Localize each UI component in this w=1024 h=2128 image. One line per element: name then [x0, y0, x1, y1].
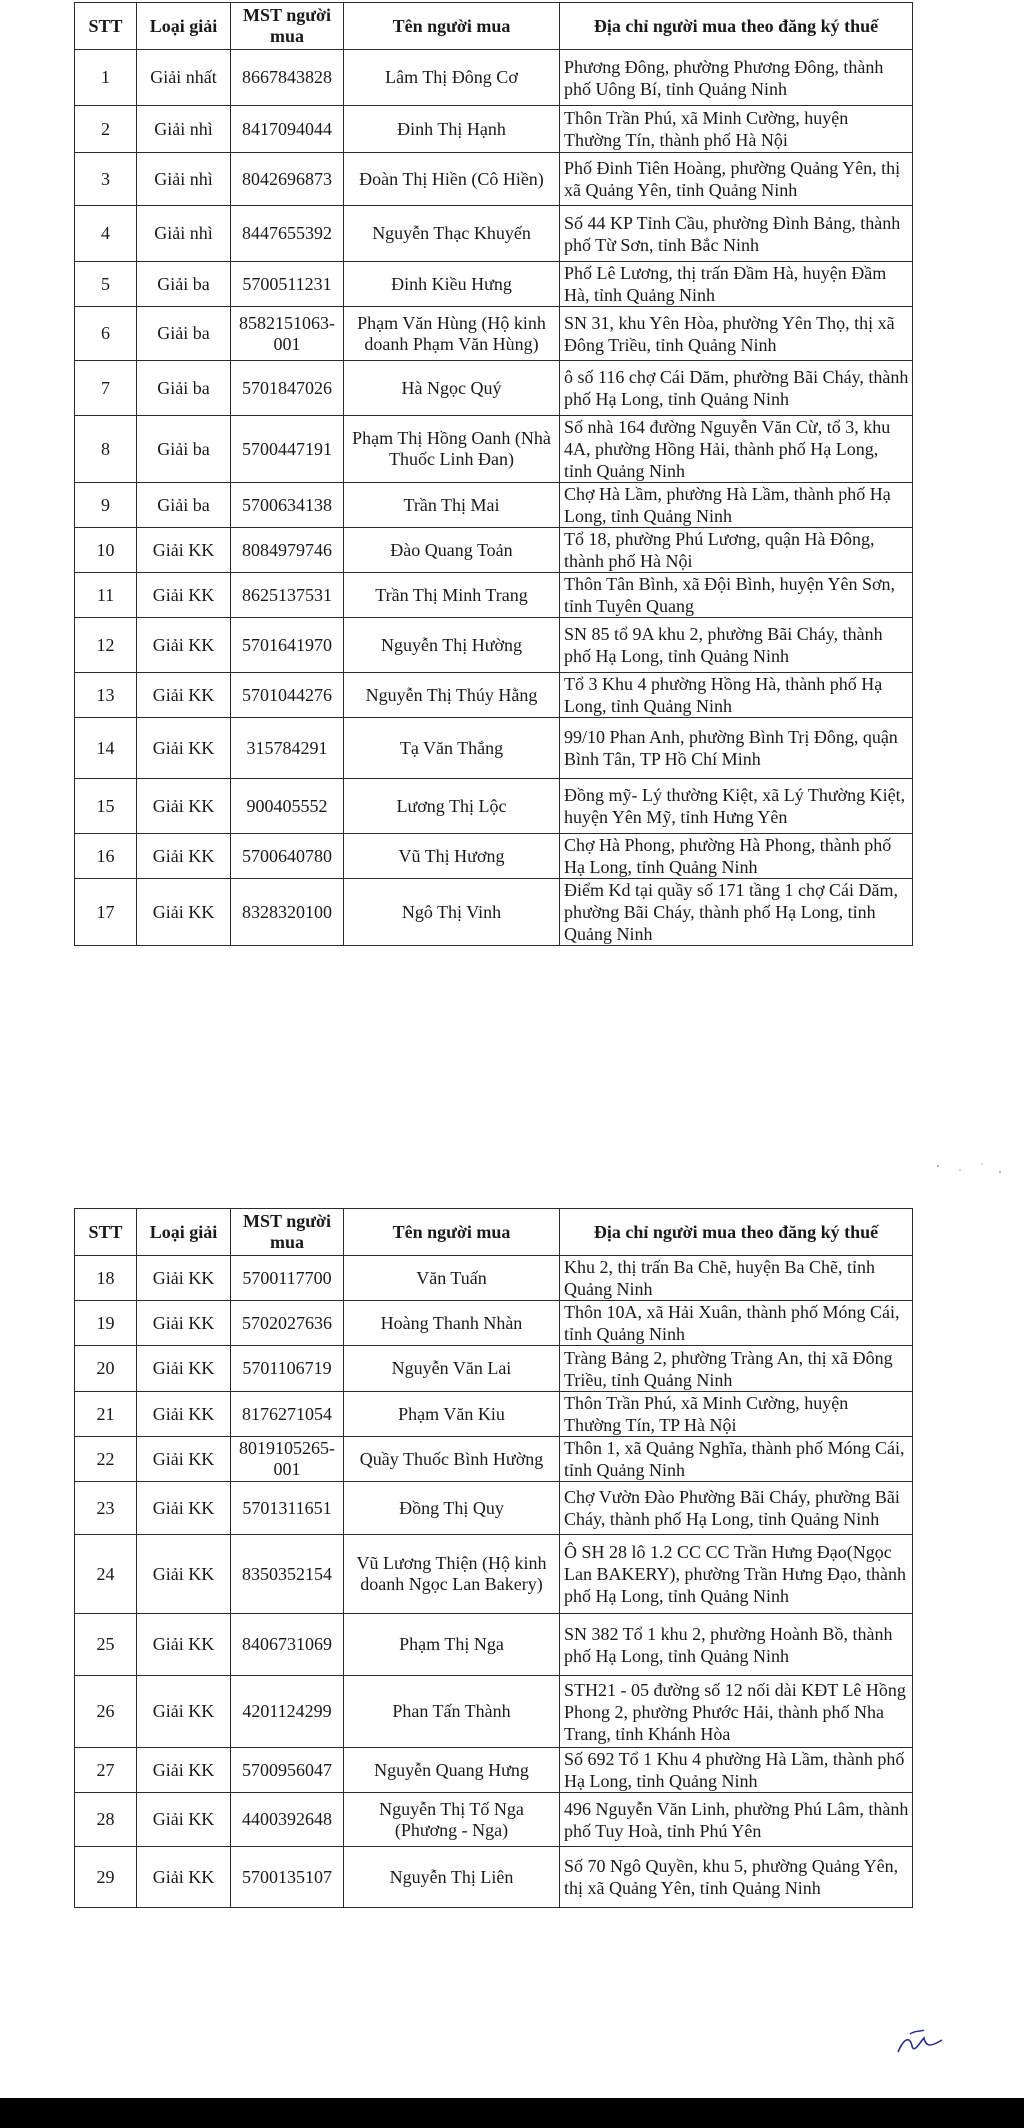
table-row [75, 1676, 913, 1748]
cell-tax-id: 5700117700 [231, 1256, 344, 1301]
cell-stt: 11 [75, 573, 137, 618]
cell-address: Chợ Hà Phong, phường Hà Phong, thành phố Hạ Long, tỉnh Quảng Ninh [560, 834, 913, 879]
cell-address: Khu 2, thị trấn Ba Chẽ, huyện Ba Chẽ, tỉnh Quảng Ninh [560, 1256, 913, 1301]
cell-address: Tổ 3 Khu 4 phường Hồng Hà, thành phố Hạ Long, tỉnh Quảng Ninh [560, 673, 913, 718]
cell-tax-id: 5701106719 [231, 1346, 344, 1392]
cell-buyer: Phạm Thị Hồng Oanh (Nhà Thuốc Linh Đan) [344, 416, 560, 483]
cell-address: Điểm Kd tại quầy số 171 tầng 1 chợ Cái Dăm, phường Bãi Cháy, thành phố Hạ Long, tỉnh Quảng Ninh [560, 879, 913, 946]
header-prize: Loại giải [137, 3, 231, 50]
table-row [75, 834, 913, 879]
cell-tax-id: 5700634138 [231, 483, 344, 528]
cell-buyer: Phan Tấn Thành [344, 1676, 560, 1748]
table-row [75, 483, 913, 528]
cell-buyer: Nguyễn Thị Tố Nga (Phương - Nga) [344, 1793, 560, 1847]
cell-stt: 17 [75, 879, 137, 946]
cell-stt: 9 [75, 483, 137, 528]
cell-address: SN 31, khu Yên Hòa, phường Yên Thọ, thị xã Đông Triều, tỉnh Quảng Ninh [560, 307, 913, 361]
header-buyer: Tên người mua [344, 3, 560, 50]
cell-prize: Giải KK [137, 1392, 231, 1437]
cell-prize: Giải KK [137, 718, 231, 779]
table-row [75, 1793, 913, 1847]
cell-tax-id: 5701311651 [231, 1482, 344, 1535]
cell-prize: Giải nhì [137, 153, 231, 206]
table-row [75, 718, 913, 779]
cell-tax-id: 8406731069 [231, 1614, 344, 1676]
cell-tax-id: 8176271054 [231, 1392, 344, 1437]
header-tax-id: MST người mua [231, 3, 344, 50]
cell-address: 99/10 Phan Anh, phường Bình Trị Đông, quận Bình Tân, TP Hồ Chí Minh [560, 718, 913, 779]
cell-tax-id: 5700447191 [231, 416, 344, 483]
cell-prize: Giải KK [137, 1535, 231, 1614]
cell-prize: Giải ba [137, 361, 231, 416]
cell-tax-id: 900405552 [231, 779, 344, 834]
table-row [75, 1535, 913, 1614]
header-address: Địa chỉ người mua theo đăng ký thuế [560, 3, 913, 50]
cell-stt: 28 [75, 1793, 137, 1847]
cell-buyer: Đào Quang Toản [344, 528, 560, 573]
cell-prize: Giải nhì [137, 106, 231, 153]
cell-stt: 8 [75, 416, 137, 483]
signature-icon [890, 2022, 950, 2062]
cell-prize: Giải KK [137, 1346, 231, 1392]
cell-tax-id: 315784291 [231, 718, 344, 779]
cell-tax-id: 8084979746 [231, 528, 344, 573]
cell-buyer: Nguyễn Thạc Khuyến [344, 206, 560, 262]
table-row [75, 1301, 913, 1346]
header-address: Địa chỉ người mua theo đăng ký thuế [560, 1209, 913, 1256]
cell-address: SN 85 tổ 9A khu 2, phường Bãi Cháy, thành phố Hạ Long, tỉnh Quảng Ninh [560, 618, 913, 673]
cell-tax-id: 8350352154 [231, 1535, 344, 1614]
cell-stt: 19 [75, 1301, 137, 1346]
cell-stt: 22 [75, 1437, 137, 1482]
cell-prize: Giải KK [137, 1748, 231, 1793]
cell-buyer: Hoàng Thanh Nhàn [344, 1301, 560, 1346]
cell-tax-id: 4201124299 [231, 1676, 344, 1748]
cell-tax-id: 8042696873 [231, 153, 344, 206]
cell-address: Tổ 18, phường Phú Lương, quận Hà Đông, thành phố Hà Nội [560, 528, 913, 573]
cell-prize: Giải KK [137, 879, 231, 946]
cell-stt: 5 [75, 262, 137, 307]
cell-buyer: Vũ Thị Hương [344, 834, 560, 879]
cell-buyer: Lâm Thị Đông Cơ [344, 50, 560, 106]
scan-specks [930, 1158, 1010, 1178]
cell-tax-id: 4400392648 [231, 1793, 344, 1847]
table-body [75, 1256, 913, 1908]
cell-tax-id: 8328320100 [231, 879, 344, 946]
table-row [75, 50, 913, 106]
cell-address: Số 692 Tổ 1 Khu 4 phường Hà Lầm, thành phố Hạ Long, tỉnh Quảng Ninh [560, 1748, 913, 1793]
cell-buyer: Phạm Thị Nga [344, 1614, 560, 1676]
cell-prize: Giải nhì [137, 206, 231, 262]
cell-stt: 29 [75, 1847, 137, 1908]
cell-prize: Giải KK [137, 1793, 231, 1847]
cell-stt: 4 [75, 206, 137, 262]
cell-tax-id: 5702027636 [231, 1301, 344, 1346]
cell-tax-id: 5700640780 [231, 834, 344, 879]
table-row [75, 153, 913, 206]
cell-stt: 27 [75, 1748, 137, 1793]
table-row [75, 307, 913, 361]
cell-prize: Giải KK [137, 573, 231, 618]
table-row [75, 361, 913, 416]
header-stt: STT [75, 3, 137, 50]
cell-tax-id: 5700956047 [231, 1748, 344, 1793]
table-row [75, 1256, 913, 1301]
cell-buyer: Trần Thị Mai [344, 483, 560, 528]
cell-prize: Giải KK [137, 1676, 231, 1748]
cell-stt: 2 [75, 106, 137, 153]
cell-buyer: Hà Ngọc Quý [344, 361, 560, 416]
cell-tax-id: 8625137531 [231, 573, 344, 618]
cell-prize: Giải ba [137, 307, 231, 361]
cell-stt: 20 [75, 1346, 137, 1392]
cell-stt: 15 [75, 779, 137, 834]
cell-stt: 1 [75, 50, 137, 106]
bottom-scan-bar [0, 2098, 1024, 2128]
cell-address: Đồng mỹ- Lý thường Kiệt, xã Lý Thường Kiệt, huyện Yên Mỹ, tỉnh Hưng Yên [560, 779, 913, 834]
cell-buyer: Nguyễn Quang Hưng [344, 1748, 560, 1793]
cell-buyer: Quầy Thuốc Bình Hường [344, 1437, 560, 1482]
cell-buyer: Đinh Kiều Hưng [344, 262, 560, 307]
cell-tax-id: 8582151063-001 [231, 307, 344, 361]
cell-stt: 3 [75, 153, 137, 206]
header-prize: Loại giải [137, 1209, 231, 1256]
cell-address: Ô SH 28 lô 1.2 CC CC Trần Hưng Đạo(Ngọc Lan BAKERY), phường Trần Hưng Đạo, thành phố Hạ Long, tỉnh Quảng Ninh [560, 1535, 913, 1614]
cell-stt: 7 [75, 361, 137, 416]
cell-stt: 14 [75, 718, 137, 779]
cell-address: Tràng Bảng 2, phường Tràng An, thị xã Đông Triều, tỉnh Quảng Ninh [560, 1346, 913, 1392]
cell-address: Thôn Trần Phú, xã Minh Cường, huyện Thường Tín, TP Hà Nội [560, 1392, 913, 1437]
cell-address: 496 Nguyễn Văn Linh, phường Phú Lâm, thành phố Tuy Hoà, tỉnh Phú Yên [560, 1793, 913, 1847]
cell-stt: 21 [75, 1392, 137, 1437]
cell-buyer: Phạm Văn Hùng (Hộ kinh doanh Phạm Văn Hùng) [344, 307, 560, 361]
cell-buyer: Lương Thị Lộc [344, 779, 560, 834]
table-row [75, 573, 913, 618]
winners-table-page-1 [74, 2, 913, 946]
cell-prize: Giải KK [137, 528, 231, 573]
cell-tax-id: 8667843828 [231, 50, 344, 106]
cell-buyer: Đinh Thị Hạnh [344, 106, 560, 153]
cell-address: Thôn 10A, xã Hải Xuân, thành phố Móng Cái, tỉnh Quảng Ninh [560, 1301, 913, 1346]
cell-tax-id: 5701044276 [231, 673, 344, 718]
cell-stt: 10 [75, 528, 137, 573]
cell-buyer: Nguyễn Văn Lai [344, 1346, 560, 1392]
table-row [75, 1614, 913, 1676]
cell-prize: Giải KK [137, 618, 231, 673]
cell-prize: Giải ba [137, 416, 231, 483]
cell-prize: Giải KK [137, 1437, 231, 1482]
table-row [75, 1482, 913, 1535]
cell-stt: 12 [75, 618, 137, 673]
cell-buyer: Trần Thị Minh Trang [344, 573, 560, 618]
cell-address: Phố Đinh Tiên Hoàng, phường Quảng Yên, thị xã Quảng Yên, tỉnh Quảng Ninh [560, 153, 913, 206]
cell-address: Phố Lê Lương, thị trấn Đầm Hà, huyện Đầm Hà, tỉnh Quảng Ninh [560, 262, 913, 307]
cell-stt: 13 [75, 673, 137, 718]
cell-buyer: Tạ Văn Thắng [344, 718, 560, 779]
cell-buyer: Vũ Lương Thiện (Hộ kinh doanh Ngọc Lan Bakery) [344, 1535, 560, 1614]
table-row [75, 1847, 913, 1908]
table-row [75, 528, 913, 573]
cell-stt: 26 [75, 1676, 137, 1748]
cell-prize: Giải KK [137, 1301, 231, 1346]
header-tax-id: MST người mua [231, 1209, 344, 1256]
table-row [75, 206, 913, 262]
table-row [75, 262, 913, 307]
cell-stt: 25 [75, 1614, 137, 1676]
cell-stt: 24 [75, 1535, 137, 1614]
cell-address: Số 70 Ngô Quyền, khu 5, phường Quảng Yên, thị xã Quảng Yên, tỉnh Quảng Ninh [560, 1847, 913, 1908]
table-row [75, 779, 913, 834]
cell-address: Thôn 1, xã Quảng Nghĩa, thành phố Móng Cái, tỉnh Quảng Ninh [560, 1437, 913, 1482]
cell-prize: Giải KK [137, 1847, 231, 1908]
cell-stt: 18 [75, 1256, 137, 1301]
cell-buyer: Văn Tuấn [344, 1256, 560, 1301]
cell-buyer: Đoàn Thị Hiền (Cô Hiền) [344, 153, 560, 206]
cell-prize: Giải ba [137, 483, 231, 528]
cell-address: Thôn Trần Phú, xã Minh Cường, huyện Thường Tín, thành phố Hà Nội [560, 106, 913, 153]
table-header-row [75, 1209, 913, 1256]
cell-buyer: Nguyễn Thị Liên [344, 1847, 560, 1908]
table-header-row [75, 3, 913, 50]
cell-buyer: Nguyễn Thị Thúy Hằng [344, 673, 560, 718]
table-row [75, 879, 913, 946]
cell-prize: Giải KK [137, 1482, 231, 1535]
cell-prize: Giải ba [137, 262, 231, 307]
table-row [75, 673, 913, 718]
table-row [75, 1437, 913, 1482]
table-row [75, 1346, 913, 1392]
cell-address: SN 382 Tổ 1 khu 2, phường Hoành Bồ, thành phố Hạ Long, tỉnh Quảng Ninh [560, 1614, 913, 1676]
table-row [75, 1748, 913, 1793]
header-stt: STT [75, 1209, 137, 1256]
cell-address: Phương Đông, phường Phương Đông, thành phố Uông Bí, tỉnh Quảng Ninh [560, 50, 913, 106]
cell-buyer: Phạm Văn Kiu [344, 1392, 560, 1437]
cell-buyer: Nguyễn Thị Hường [344, 618, 560, 673]
cell-tax-id: 5700511231 [231, 262, 344, 307]
table-row [75, 416, 913, 483]
cell-stt: 23 [75, 1482, 137, 1535]
cell-address: ô số 116 chợ Cái Dăm, phường Bãi Cháy, thành phố Hạ Long, tỉnh Quảng Ninh [560, 361, 913, 416]
table-row [75, 1392, 913, 1437]
cell-tax-id: 8019105265-001 [231, 1437, 344, 1482]
cell-tax-id: 5700135107 [231, 1847, 344, 1908]
cell-tax-id: 5701641970 [231, 618, 344, 673]
cell-tax-id: 5701847026 [231, 361, 344, 416]
header-buyer: Tên người mua [344, 1209, 560, 1256]
cell-buyer: Đồng Thị Quy [344, 1482, 560, 1535]
cell-stt: 6 [75, 307, 137, 361]
cell-prize: Giải nhất [137, 50, 231, 106]
cell-address: Thôn Tân Bình, xã Đội Bình, huyện Yên Sơn, tỉnh Tuyên Quang [560, 573, 913, 618]
cell-address: STH21 - 05 đường số 12 nối dài KĐT Lê Hồng Phong 2, phường Phước Hải, thành phố Nha Trang, tỉnh Khánh Hòa [560, 1676, 913, 1748]
table-row [75, 106, 913, 153]
cell-address: Chợ Vườn Đào Phường Bãi Cháy, phường Bãi Cháy, thành phố Hạ Long, tỉnh Quảng Ninh [560, 1482, 913, 1535]
cell-prize: Giải KK [137, 673, 231, 718]
cell-address: Chợ Hà Lầm, phường Hà Lầm, thành phố Hạ Long, tỉnh Quảng Ninh [560, 483, 913, 528]
cell-prize: Giải KK [137, 779, 231, 834]
cell-address: Số 44 KP Tỉnh Cầu, phường Đình Bảng, thành phố Từ Sơn, tỉnh Bắc Ninh [560, 206, 913, 262]
winners-table-page-2 [74, 1208, 913, 1908]
cell-address: Số nhà 164 đường Nguyễn Văn Cừ, tổ 3, khu 4A, phường Hồng Hải, thành phố Hạ Long, tỉnh Quảng Ninh [560, 416, 913, 483]
cell-buyer: Ngô Thị Vinh [344, 879, 560, 946]
table-body [75, 50, 913, 946]
table-row [75, 618, 913, 673]
cell-prize: Giải KK [137, 1256, 231, 1301]
cell-stt: 16 [75, 834, 137, 879]
cell-prize: Giải KK [137, 1614, 231, 1676]
cell-prize: Giải KK [137, 834, 231, 879]
cell-tax-id: 8447655392 [231, 206, 344, 262]
cell-tax-id: 8417094044 [231, 106, 344, 153]
